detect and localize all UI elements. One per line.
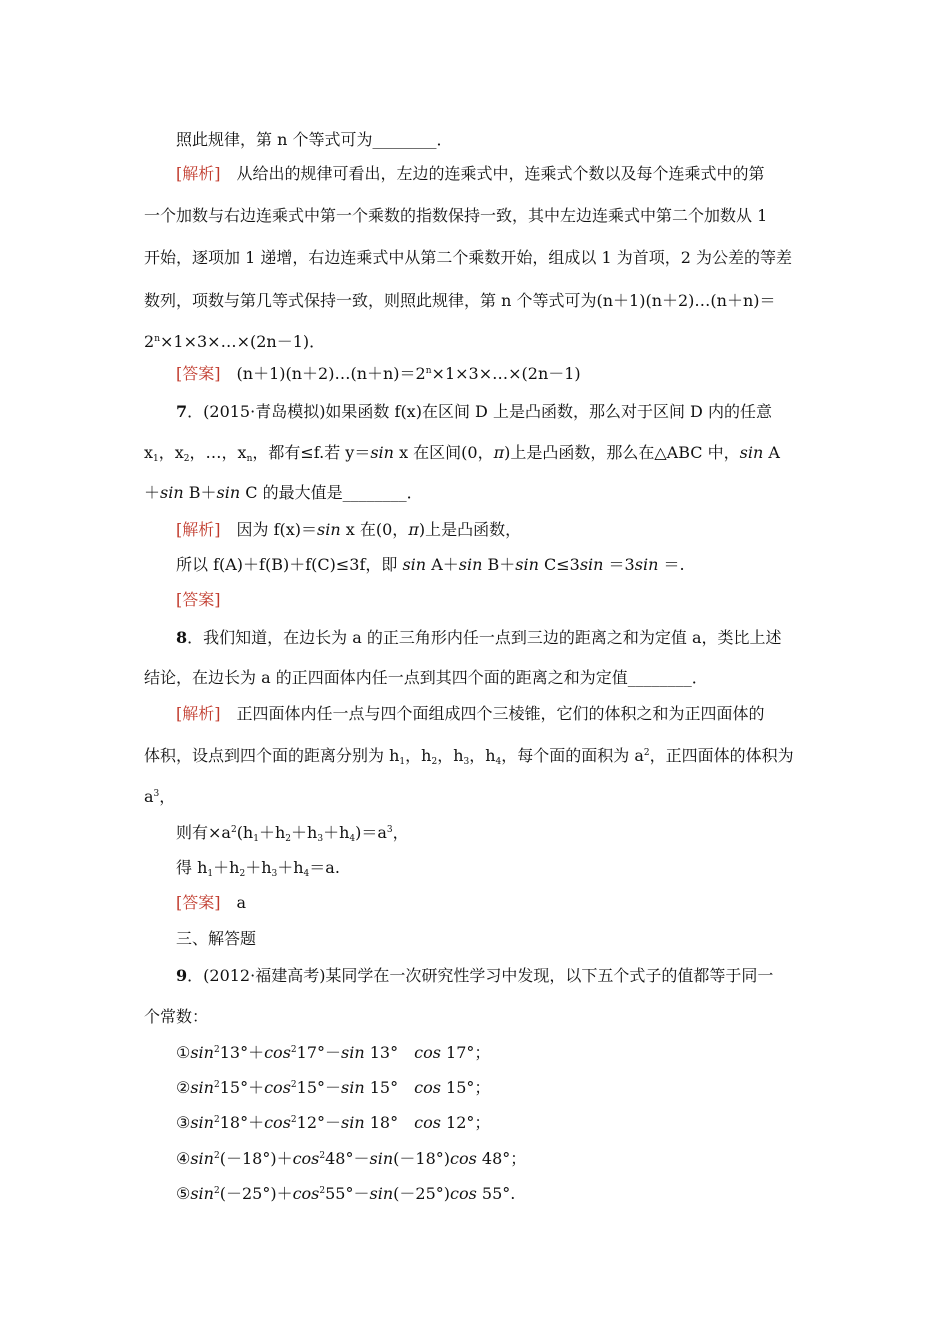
q7-line: ＋sin B＋sin C 的最大值是________．	[144, 483, 423, 502]
q6-solution-line: $2^n\times 1\times 3\times\dots\times(2n-1)$．	[144, 332, 326, 351]
q9-expression: $②\sin^215^\circ+\cos^215^\circ-\sin$ 15° cos 15°；	[176, 1078, 491, 1097]
q7-answer	[176, 589, 221, 611]
q7-solution-line: 所以 f(A)＋f(B)＋f(C)≤3f，即 sin A＋sin B＋sin C≤3sin ＝3sin ＝.	[176, 555, 685, 574]
q8-line: 8．我们知道，在边长为 a 的正三角形内任一点到三边的距离之和为定值 a，类比上述	[176, 628, 782, 647]
q6-solution-line: 开始，逐项加 1 递增，右边连乘式中从第二个乘数开始，组成以 1 为首项，2 为公差的等差	[144, 248, 792, 267]
q9-line: 9．(2012·福建高考)某同学在一次研究性学习中发现，以下五个式子的值都等于同一	[176, 966, 774, 985]
q8-solution-line: 体积，设点到四个面的距离分别为 $h_1$，$h_2$，$h_3$，$h_4$，每个面的面积为 $a^2$，正四面体的体积为	[144, 746, 794, 767]
section-heading: 三、解答题	[176, 929, 257, 948]
daan-label: [答案]	[176, 893, 221, 912]
q9-line: 个常数：	[144, 1007, 209, 1026]
q6-prompt: 照此规律，第 n 个等式可为________．	[176, 130, 453, 149]
q9-expression: $①\sin^213^\circ+\cos^217^\circ-\sin$ 13° cos 17°；	[176, 1043, 491, 1062]
daan-label: [答案]	[176, 364, 221, 383]
q8-solution-line: $a^3$，	[144, 787, 176, 806]
q6-solution-line: 一个加数与右边连乘式中第一个乘数的指数保持一致，其中左边连乘式中第二个加数从 1	[144, 206, 768, 225]
q6-solution-line: [解析] 从给出的规律可看出，左边的连乘式中，连乘式个数以及每个连乘式中的第	[176, 164, 765, 183]
q7-solution-line: [解析] 因为 f(x)＝sin x 在(0，π)上是凸函数，	[176, 520, 522, 539]
q8-line: 结论，在边长为 a 的正四面体内任一点到其四个面的距离之和为定值________．	[144, 668, 708, 687]
jiexi-label: [解析]	[176, 164, 221, 183]
q8-answer: [答案] a	[176, 893, 247, 912]
q9-expression: $③\sin^218^\circ+\cos^212^\circ-\sin$ 18° cos 12°；	[176, 1113, 491, 1132]
daan-label: [答案]	[176, 590, 221, 609]
q8-solution-line: 则有$\times a^2(h_1+h_2+h_3+h_4)=a^3$，	[176, 823, 409, 844]
q7-line: 7．(2015·青岛模拟)如果函数 f(x)在区间 D 上是凸函数，那么对于区间 D 内的任意	[176, 402, 772, 421]
q9-expression: $⑤\sin^2(-25^\circ)+\cos^255^\circ-\sin(-25^\circ)\cos$ 55°.	[176, 1184, 516, 1203]
q8-solution-line: 得 $h_1+h_2+h_3+h_4=a$.	[176, 858, 340, 879]
q6-solution-line: 数列，项数与第几等式保持一致，则照此规律，第 n 个等式可为(n＋1)(n＋2)…(n＋n)＝	[144, 291, 776, 310]
jiexi-label: [解析]	[176, 520, 221, 539]
q6-answer: [答案] $(n+1)(n+2)\dots(n+n)=2^n\times 1\times 3\times\dots\times(2n-1)$	[176, 364, 581, 383]
q8-solution-line: [解析] 正四面体内任一点与四个面组成四个三棱锥，它们的体积之和为正四面体的	[176, 704, 765, 723]
q9-expression: $④\sin^2(-18^\circ)+\cos^248^\circ-\sin(-18^\circ)\cos$ 48°；	[176, 1149, 527, 1168]
jiexi-label: [解析]	[176, 704, 221, 723]
q7-line: $x_1$，$x_2$，…，$x_n$，都有≤f.若 y＝sin x 在区间(0，π)上是凸函数，那么在△ABC 中，sin A	[144, 443, 780, 464]
